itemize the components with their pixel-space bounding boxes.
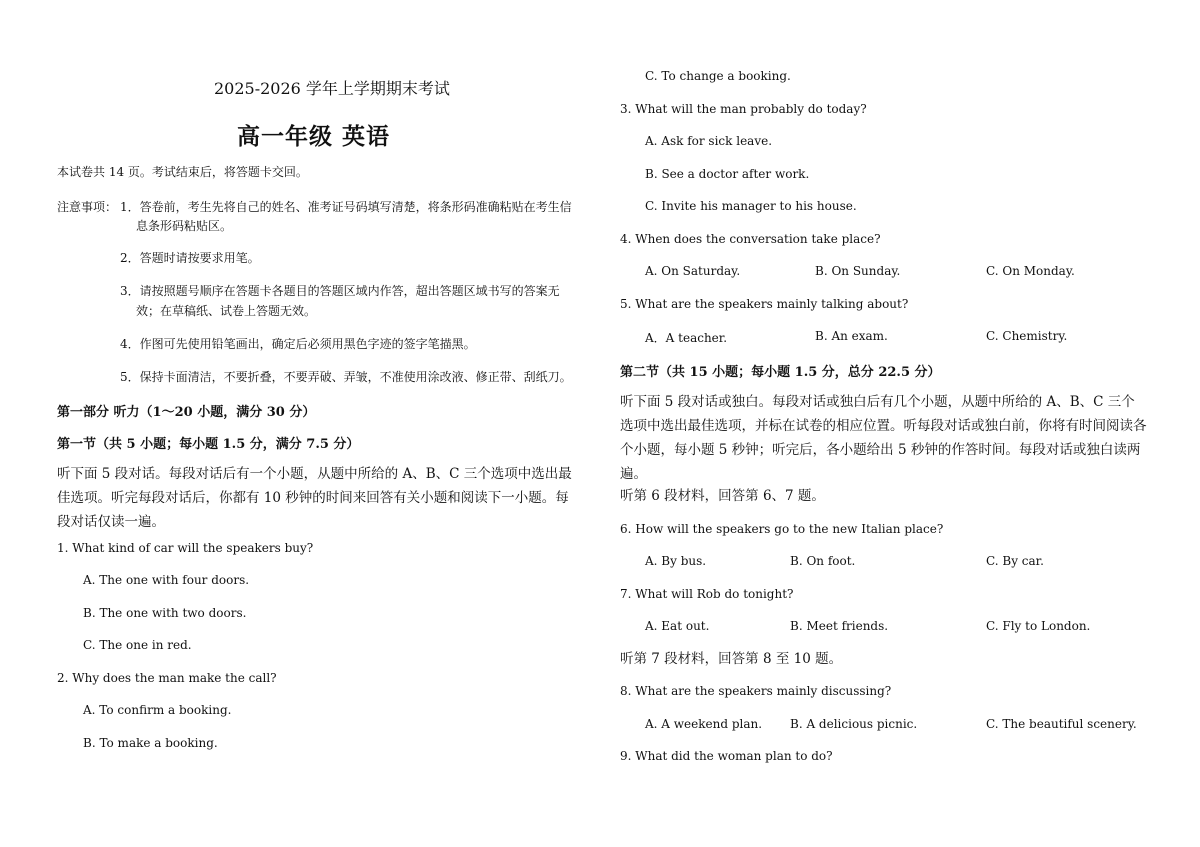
q1-option-b: B. The one with two doors.	[83, 606, 247, 620]
part1-title: 第一部分 听力（1～20 小题，满分 30 分）	[57, 405, 316, 420]
note-5: 5．保持卡面清洁，不要折叠，不要弄破、弄皱，不准使用涂改液、修正带、刮纸刀。	[120, 370, 572, 384]
q4-option-b: B. On Sunday.	[815, 264, 901, 278]
q7-option-a: A. Eat out.	[645, 619, 710, 633]
subject-title: 高一年级 英语	[237, 123, 391, 150]
section1-instructions: 听下面 5 段对话。每段对话后有一个小题，从题中所给的 A、B、C 三个选项中选出最佳选项。听完每段对话后，你都有 10 秒钟的时间来回答有关小题和阅读下一小题。每段对话仅读一遍。	[57, 466, 572, 530]
q6-option-b: B. On foot.	[790, 554, 856, 568]
q7-stem: 7. What will Rob do tonight?	[620, 587, 794, 601]
q5-option-c: C. Chemistry.	[986, 329, 1068, 343]
q4-stem: 4. When does the conversation take place?	[620, 232, 881, 246]
note-3-line1: 3．请按照题号顺序在答题卡各题目的答题区域内作答，超出答题区域书写的答案无	[120, 284, 560, 298]
q1-option-a: A. The one with four doors.	[83, 573, 250, 587]
section2-title: 第二节（共 15 小题；每小题 1.5 分，总分 22.5 分）	[620, 365, 941, 380]
q5-option-a: A．A teacher.	[645, 331, 728, 345]
q7-option-b: B. Meet friends.	[790, 619, 889, 633]
section2-instructions: 听下面 5 段对话或独白。每段对话或独白后有几个小题，从题中所给的 A、B、C 三个选项中选出最佳选项，并标在试卷的相应位置。听每段对话或独白前，你将有时间阅读各个小题，每小题 5 秒钟；听完后，各小题给出 5 秒钟的作答时间。每段对话或独白读两遍。	[620, 394, 1147, 482]
q5-stem: 5. What are the speakers mainly talking about?	[620, 297, 909, 311]
note-1-line1: 1．答卷前，考生先将自己的姓名、准考证号码填写清楚，将条形码准确粘贴在考生信	[120, 200, 572, 214]
material7-line: 听第 7 段材料，回答第 8 至 10 题。	[620, 651, 843, 667]
note-1-line2: 息条形码粘贴区。	[136, 219, 233, 233]
q3-option-b: B. See a doctor after work.	[645, 167, 810, 181]
q7-option-c: C. Fly to London.	[986, 619, 1091, 633]
exam-title: 2025-2026 学年上学期期末考试	[214, 79, 450, 98]
q2-stem: 2. Why does the man make the call?	[57, 671, 277, 685]
note-2: 2．答题时请按要求用笔。	[120, 251, 260, 265]
notes-label: 注意事项：	[57, 200, 118, 214]
material6-line: 听第 6 段材料，回答第 6、7 题。	[620, 488, 825, 504]
q8-option-b: B. A delicious picnic.	[790, 717, 918, 731]
q9-stem: 9. What did the woman plan to do?	[620, 749, 833, 763]
q4-option-c: C. On Monday.	[986, 264, 1075, 278]
q6-option-a: A. By bus.	[645, 554, 707, 568]
q6-option-c: C. By car.	[986, 554, 1044, 568]
note-3-line2: 效；在草稿纸、试卷上答题无效。	[136, 304, 317, 318]
section1-title: 第一节（共 5 小题；每小题 1.5 分，满分 7.5 分）	[57, 437, 360, 452]
q2-option-a: A. To confirm a booking.	[83, 703, 232, 717]
note-4: 4．作图可先使用铅笔画出，确定后必须用黑色字迹的签字笔描黑。	[120, 337, 476, 351]
q2-option-b: B. To make a booking.	[83, 736, 218, 750]
q6-stem: 6. How will the speakers go to the new Italian place?	[620, 522, 944, 536]
q5-option-b: B. An exam.	[815, 329, 888, 343]
q1-option-c: C. The one in red.	[83, 638, 192, 652]
q8-stem: 8. What are the speakers mainly discussing?	[620, 684, 892, 698]
q3-option-c: C. Invite his manager to his house.	[645, 199, 857, 213]
q8-option-c: C. The beautiful scenery.	[986, 717, 1137, 731]
q2-option-c: C. To change a booking.	[645, 69, 791, 83]
q4-option-a: A. On Saturday.	[645, 264, 741, 278]
q3-stem: 3. What will the man probably do today?	[620, 102, 867, 116]
q8-option-a: A. A weekend plan.	[645, 717, 763, 731]
q3-option-a: A. Ask for sick leave.	[645, 134, 773, 148]
intro-text: 本试卷共 14 页。考试结束后，将答题卡交回。	[57, 165, 308, 179]
q1-stem: 1. What kind of car will the speakers buy?	[57, 541, 314, 555]
